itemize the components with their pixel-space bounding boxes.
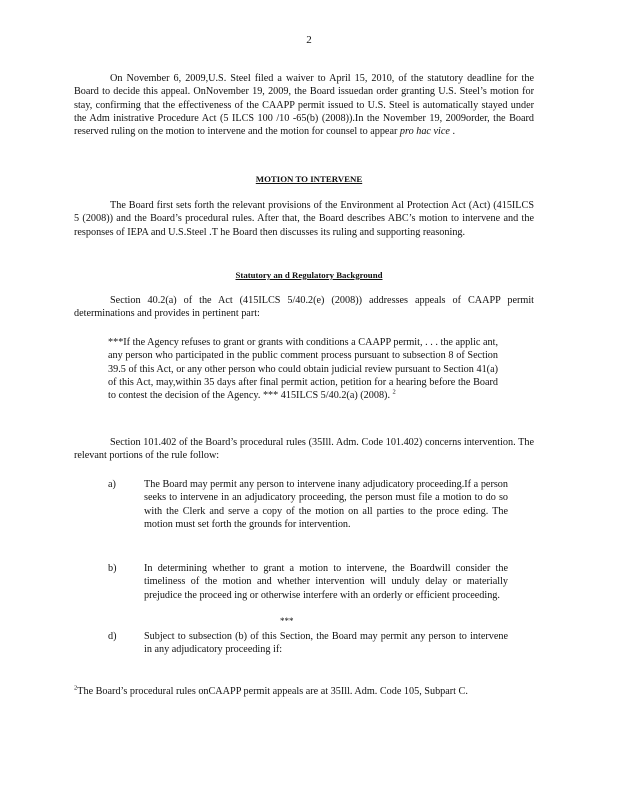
footnote <box>74 685 544 698</box>
rule-item-a <box>108 478 508 531</box>
item-text: The Board may permit any person to intervene inany adjudicatory proceeding.If a person seeks to intervene in an adjudicatory proceeding, the person must file a motion to do so with the Clerk and serve a copy of the motion on all parties to the proce eding. The motion must set forth the grounds for intervention. <box>144 479 508 530</box>
pro-hac-vice-italic: pro hac vice <box>399 126 450 138</box>
page-number: 2 <box>306 34 312 46</box>
footnote-number: 2 <box>74 684 78 692</box>
item-text: Subject to subsection (b) of this Section, the Board may permit any person to intervene in any adjudicatory proceeding if: <box>144 631 508 656</box>
quote-text: ***If the Agency refuses to grant or grants with conditions a CAAPP permit, . . . the applic ant, any person who participated in the public comment process pursuant to subsection 8 of Section 39.5 of this Act, or any other person who could obtain judicial review pursuant to Section 41(a) of this Act, may,within 35 days after final permit action, petition for a hearing before the Board to contest the decision of the Agency. *** 415ILCS 5/40.2(a) (2008). <box>108 337 498 402</box>
paragraph-section-40-2: Section 40.2(a) of the Act (415ILCS 5/40.2(e) (2008)) addresses appeals of CAAPP permit determinations and provides in pertinent part: <box>74 295 534 320</box>
rule-item-d <box>108 630 508 657</box>
paragraph-end: . <box>452 126 455 138</box>
paragraph-section-101-402: Section 101.402 of the Board’s procedural rules (35Ill. Adm. Code 101.402) concerns intervention. The relevant portions of the rule follow: <box>74 437 534 462</box>
block-quote-statute <box>108 336 498 402</box>
item-marker: d) <box>108 631 117 642</box>
heading-text: MOTION TO INTERVENE <box>255 174 363 184</box>
heading-statutory-background <box>0 270 618 280</box>
footnote-ref: 2 <box>392 388 396 396</box>
paragraph-overview: The Board first sets forth the relevant provisions of the Environment al Protection Act (Act) (415ILCS 5 (2008)) and the Board’s procedural rules. After that, the Board describes ABC’s motion to intervene and the responses of IEPA and U.S.Steel .T he Board then discusses its ruling and supporting reasoning. <box>74 200 534 238</box>
heading-text: Statutory an d Regulatory Background <box>235 270 383 280</box>
item-marker: a) <box>108 479 116 490</box>
rule-item-b <box>108 562 508 602</box>
item-text: In determining whether to grant a motion to intervene, the Boardwill consider the timeliness of the motion and whether intervention will unduly delay or materially prejudice the proceed ing or otherwise interfere with an orderly or efficient proceeding. <box>144 563 508 601</box>
paragraph-text: On November 6, 2009,U.S. Steel filed a waiver to April 15, 2010, of the statutory deadline for the Board to decide this appeal. OnNovember 19, 2009, the Board issuedan order granting U.S. Steel’s motion for stay, confirming that the effectiveness of the CAAPP permit issued to U.S. Steel is automatically stayed under the Adm inistrative Procedure Act (5 ILCS 100 /10 -65(b) (2008)).In the November 19, 2009order, the Board reserved ruling on the motion to intervene and the motion for counsel to appear <box>74 73 534 138</box>
footnote-text: The Board’s procedural rules onCAAPP permit appeals are at 35Ill. Adm. Code 105, Subpart C. <box>77 686 468 697</box>
heading-motion-to-intervene <box>0 174 618 184</box>
omission-stars: *** <box>280 616 294 626</box>
paragraph-procedural-history <box>74 72 534 138</box>
item-marker: b) <box>108 563 117 574</box>
